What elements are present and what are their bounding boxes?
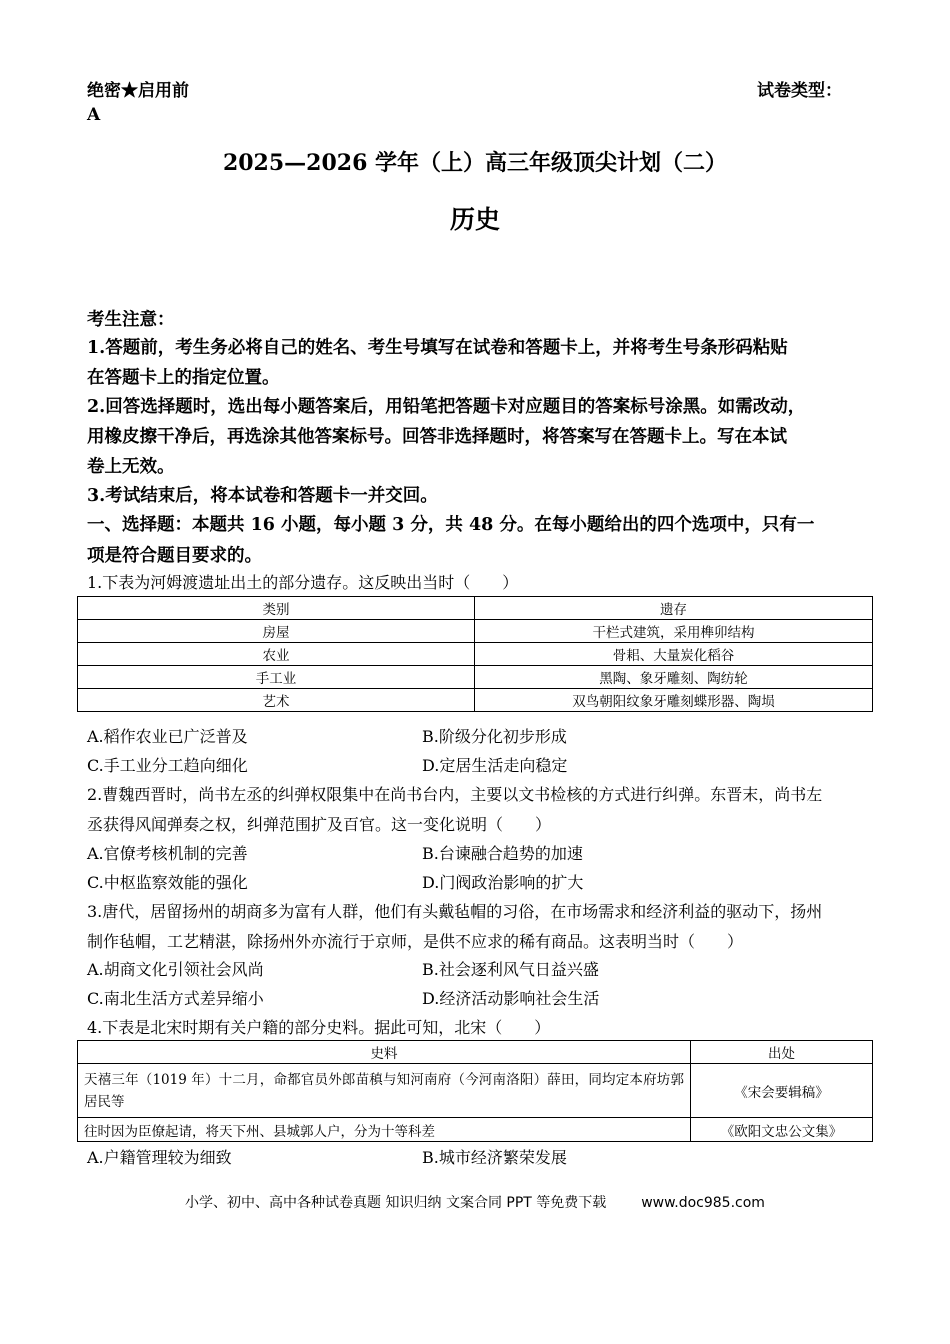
option-a: A.胡商文化引领社会风尚 [87, 960, 264, 979]
table-cell: 天禧三年（1019 年）十二月，命都官员外郎苗稹与知河南府（今河南洛阳）薛田，同均定本府坊郭居民等 [78, 1064, 691, 1118]
table-cell: 房屋 [78, 620, 475, 643]
option-a: A.官僚考核机制的完善 [87, 844, 248, 863]
exam-title: 2025—2026 学年（上）高三年级顶尖计划（二） [222, 150, 728, 176]
question-3-stem: 制作毡帽，工艺精湛，除扬州外亦流行于京师，是供不应求的稀有商品。这表明当时（ ） [87, 932, 744, 951]
question-4-table [77, 1040, 873, 1142]
question-1-table [77, 596, 873, 712]
section-heading: 项是符合题目要求的。 [87, 546, 262, 566]
option-a: A.户籍管理较为细致 [87, 1148, 232, 1167]
subject-title: 历史 [449, 205, 500, 234]
table-header-cell: 遗存 [475, 597, 873, 620]
option-d: D.经济活动影响社会生活 [422, 989, 600, 1008]
confidential-label: 绝密★启用前 [87, 81, 189, 101]
option-d: D.定居生活走向稳定 [422, 756, 568, 775]
table-row [78, 1064, 873, 1118]
table-row [78, 643, 873, 666]
footer [0, 1192, 950, 1212]
table-cell: 《宋会要辑稿》 [691, 1064, 873, 1118]
question-2-stem: 丞获得风闻弹奏之权，纠弹范围扩及百官。这一变化说明（ ） [87, 815, 552, 834]
question-2-stem: 2.曹魏西晋时，尚书左丞的纠弹权限集中在尚书台内，主要以文书检核的方式进行纠弹。东晋末，尚书左 [87, 785, 823, 804]
table-row [78, 620, 873, 643]
table-header-row [78, 597, 873, 620]
table-header-cell: 出处 [691, 1041, 873, 1064]
option-b: B.阶级分化初步形成 [422, 727, 567, 746]
table-cell: 骨耜、大量炭化稻谷 [475, 643, 873, 666]
notice-heading: 考生注意： [87, 310, 175, 330]
question-4-stem: 4.下表是北宋时期有关户籍的部分史料。据此可知，北宋（ ） [87, 1018, 551, 1037]
footer-text: 小学、初中、高中各种试卷真题 知识归纳 文案合同 PPT 等免费下载 [185, 1195, 607, 1211]
section-heading: 一、选择题：本题共 16 小题，每小题 3 分，共 48 分。在每小题给出的四个选项中，只有一 [87, 515, 815, 535]
notice-line: 1.答题前，考生务必将自己的姓名、考生号填写在试卷和答题卡上，并将考生号条形码粘贴 [87, 338, 788, 358]
table-row [78, 689, 873, 712]
table-header-cell: 史料 [78, 1041, 691, 1064]
table-cell: 《欧阳文忠公文集》 [691, 1118, 873, 1142]
table-header-cell: 类别 [78, 597, 475, 620]
option-c: C.南北生活方式差异缩小 [87, 989, 264, 1008]
option-a: A.稻作农业已广泛普及 [87, 727, 248, 746]
table-cell: 干栏式建筑，采用榫卯结构 [475, 620, 873, 643]
option-b: B.台谏融合趋势的加速 [422, 844, 583, 863]
notice-line: 用橡皮擦干净后，再选涂其他答案标号。回答非选择题时，将答案写在答题卡上。写在本试 [87, 427, 787, 447]
footer-url[interactable]: www.doc985.com [641, 1195, 765, 1211]
option-c: C.中枢监察效能的强化 [87, 873, 248, 892]
table-cell: 双鸟朝阳纹象牙雕刻蝶形器、陶埙 [475, 689, 873, 712]
notice-line: 在答题卡上的指定位置。 [87, 368, 280, 388]
notice-line: 2.回答选择题时，选出每小题答案后，用铅笔把答题卡对应题目的答案标号涂黑。如需改动， [87, 397, 806, 417]
table-header-row [78, 1041, 873, 1064]
table-cell: 艺术 [78, 689, 475, 712]
table-row [78, 1118, 873, 1142]
option-b: B.社会逐利风气日益兴盛 [422, 960, 599, 979]
paper-type-value: A [87, 105, 101, 125]
question-1-stem: 1.下表为河姆渡遗址出土的部分遗存。这反映出当时（ ） [87, 573, 519, 592]
option-b: B.城市经济繁荣发展 [422, 1148, 567, 1167]
table-row [78, 666, 873, 689]
table-cell: 农业 [78, 643, 475, 666]
option-d: D.门阀政治影响的扩大 [422, 873, 584, 892]
table-cell: 黑陶、象牙雕刻、陶纺轮 [475, 666, 873, 689]
table-cell: 手工业 [78, 666, 475, 689]
notice-line: 3.考试结束后，将本试卷和答题卡一并交回。 [87, 486, 438, 506]
option-c: C.手工业分工趋向细化 [87, 756, 248, 775]
question-3-stem: 3.唐代，居留扬州的胡商多为富有人群，他们有头戴毡帽的习俗，在市场需求和经济利益的驱动下，扬州 [87, 902, 823, 921]
notice-line: 卷上无效。 [87, 457, 175, 477]
table-cell: 往时因为臣僚起请，将天下州、县城郭人户，分为十等科差 [78, 1118, 691, 1142]
paper-type-label: 试卷类型： [757, 81, 842, 101]
